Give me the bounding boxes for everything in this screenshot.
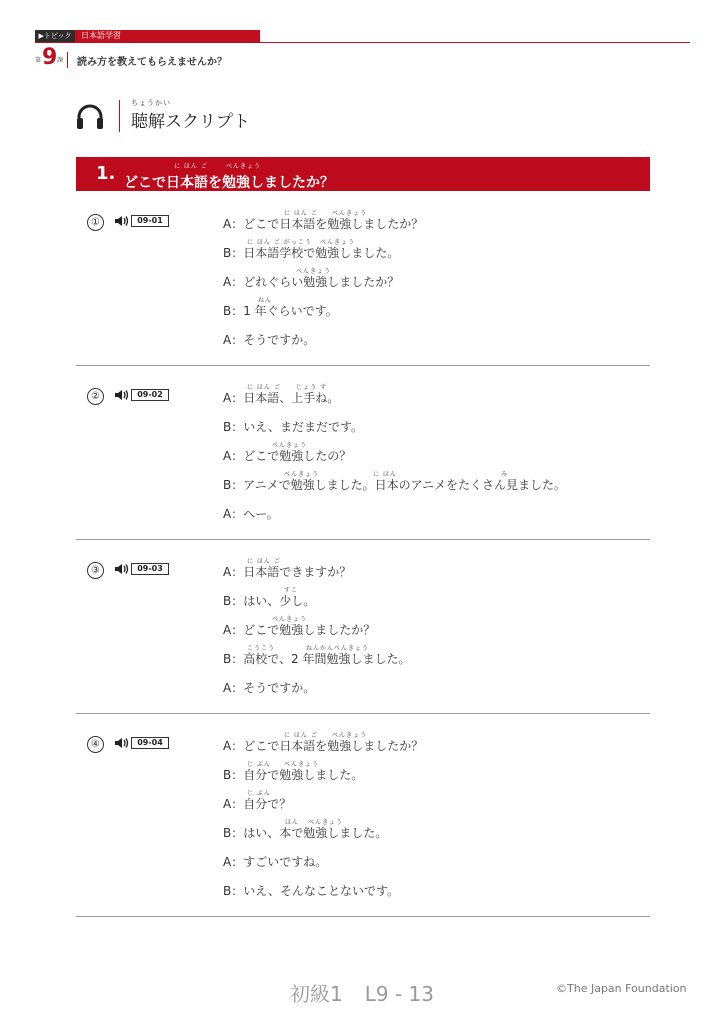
dialogue-line: A：どこで勉強したの？ [223,449,352,463]
audio-track[interactable] [114,563,169,575]
track-number: 09-03 [131,563,169,575]
line-ruby: べんきょう [332,210,368,217]
dialogue-line: B：自分で勉強しました。 [223,768,364,782]
dialogue-marker: ② [87,388,104,405]
audio-track[interactable] [114,389,169,401]
line-ruby: に ほん ご [284,732,318,739]
line-ruby: に ほん ご [247,384,281,391]
line-ruby: ねん [258,297,273,304]
dialogue-line: A：自分で？ [223,797,292,811]
dialogue-line: B：日本語学校で勉強しました。 [223,246,400,260]
section-header [76,157,650,191]
track-number: 09-01 [131,215,169,227]
script-heading [76,98,376,134]
line-ruby: べんきょう [272,442,308,449]
dialogue-marker: ③ [87,562,104,579]
track-number: 09-02 [131,389,169,401]
footer-page-number: L9 - 13 [364,982,434,1006]
speaker-icon [114,563,130,575]
track-number: 09-04 [131,737,169,749]
line-ruby: じ ぶん [247,761,271,768]
line-ruby: べんきょう [296,268,332,275]
line-ruby: こうこう [247,645,276,652]
heading-ruby: ちょうかい [131,99,171,107]
lesson-number: 9 [42,45,58,70]
heading-divider [119,100,120,132]
section-ruby-nihongo: に ほん ご [174,163,208,170]
section-title: どこで日本語を勉強しましたか？ [124,175,334,191]
dialogue-line: B：いえ、まだまだです。 [223,420,363,434]
line-ruby: ねんかんべんきょう [306,645,369,652]
line-ruby: に ほん ご [247,558,281,565]
dialogue-line: A：どれぐらい勉強しましたか？ [223,275,400,289]
line-ruby: に ほん ご [284,210,318,217]
dialogue-line: B：1 年ぐらいです。 [223,304,338,318]
dialogue-marker: ④ [87,736,104,753]
line-ruby: み [501,471,509,478]
section-ruby-benkyou: べんきょう [226,163,262,170]
dialogue-line: B：はい、本で勉強しました。 [223,826,388,840]
line-ruby: に ほん ご がっこう [247,239,312,246]
footer-copyright: ©The Japan Foundation [556,982,687,995]
dialogue-divider [76,365,650,366]
headphones-icon [76,104,104,130]
line-ruby: べんきょう [332,732,368,739]
dialogue-line: A：どこで勉強しましたか？ [223,623,376,637]
dialogue-line: A：へー。 [223,507,279,521]
dialogue-line: B：高校で、2 年間勉強しました。 [223,652,411,666]
dialogue-line: B：アニメで勉強しました。日本のアニメをたくさん見ました。 [223,478,567,492]
line-ruby: じょう ず [296,384,327,391]
dialogue-line: A：そうですか。 [223,333,316,347]
heading-title: 聴解スクリプト [131,112,250,132]
section-number: 1. [96,163,116,184]
dialogue-line: A：そうですか。 [223,681,316,695]
speaker-icon [114,737,130,749]
topic-tag: ▶トピック [35,30,75,42]
footer-page-info [290,978,434,1007]
top-bar [35,30,690,44]
dialogue-line: B：いえ、そんなことないです。 [223,884,399,898]
lesson-label [35,45,435,70]
speaker-icon [114,215,130,227]
lesson-suffix: 課 [57,57,64,64]
lesson-prefix: 第 [35,57,42,64]
line-ruby: べんきょう [284,471,320,478]
line-ruby: すこ [284,587,299,594]
dialogue-line: A：日本語できますか？ [223,565,352,579]
topic-name: 日本語学習 [75,30,260,42]
line-ruby: じ ぶん [247,790,271,797]
line-ruby: べんきょう [284,761,320,768]
dialogue-divider [76,713,650,714]
dialogue-divider [76,916,650,917]
line-ruby: べんきょう [320,239,356,246]
dialogue-line: A：すごいですね。 [223,855,328,869]
lesson-divider [67,52,68,68]
line-ruby: に ほん [373,471,397,478]
dialogue-divider [76,539,650,540]
lesson-title: 読み方を教えてもらえませんか？ [77,57,227,68]
top-divider [35,42,690,43]
dialogue-line: B：はい、少し。 [223,594,316,608]
line-ruby: べんきょう [308,819,344,826]
dialogue-line: A：どこで日本語を勉強しましたか？ [223,739,424,753]
line-ruby: ほん [285,819,300,826]
speaker-icon [114,389,130,401]
audio-track[interactable] [114,737,169,749]
line-ruby: べんきょう [272,616,308,623]
dialogue-marker: ① [87,214,104,231]
dialogue-line: A：日本語、上手ね。 [223,391,340,405]
audio-track[interactable] [114,215,169,227]
dialogue-line: A：どこで日本語を勉強しましたか？ [223,217,424,231]
footer-level: 初級1 [290,982,343,1006]
